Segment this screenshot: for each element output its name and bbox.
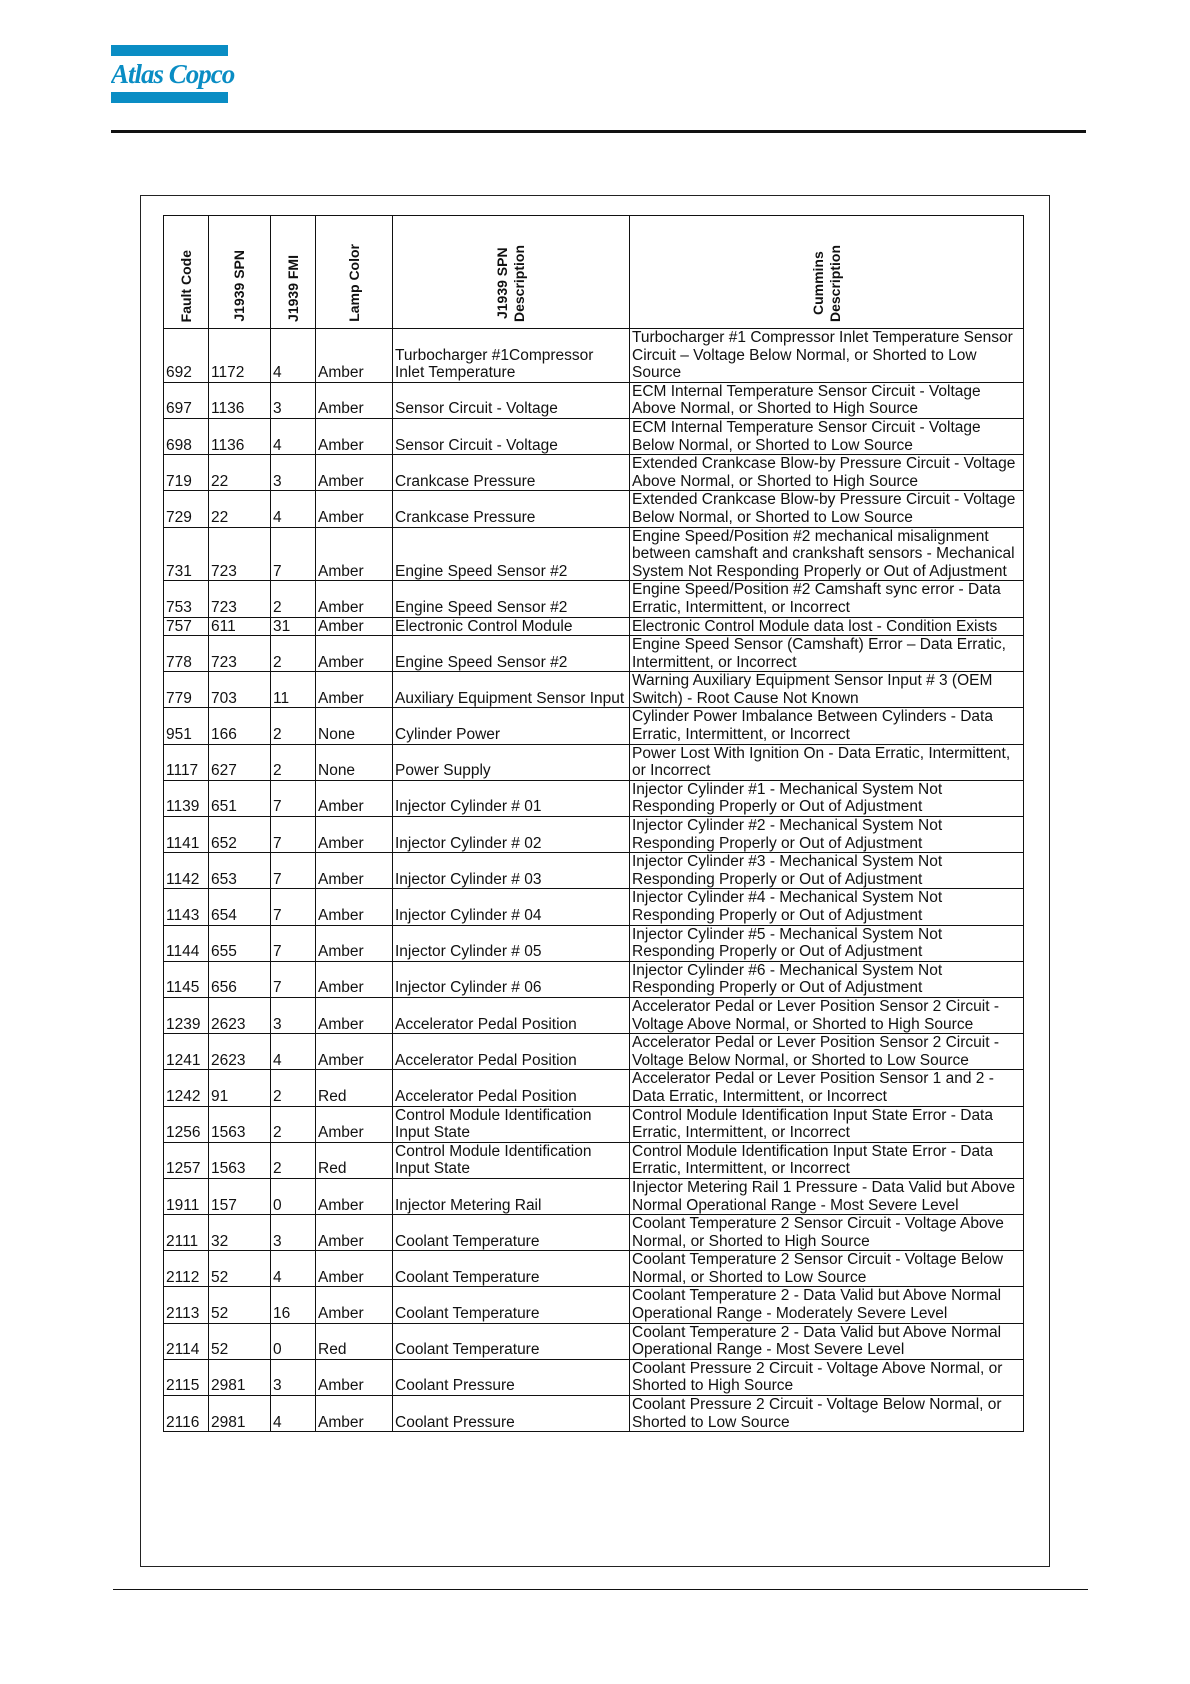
spn-cell: 1136 [209, 418, 271, 454]
fault-code-cell: 1143 [164, 889, 209, 925]
spn-cell: 723 [209, 581, 271, 617]
fault-code-cell: 1241 [164, 1034, 209, 1070]
table-row [164, 997, 1024, 1033]
logo-bar-top [111, 45, 228, 56]
fault-code-cell: 2112 [164, 1251, 209, 1287]
table-row [164, 1323, 1024, 1359]
table-row [164, 1070, 1024, 1106]
fmi-cell: 16 [271, 1287, 316, 1323]
lamp-color-cell: Amber [316, 1251, 393, 1287]
fmi-cell: 7 [271, 780, 316, 816]
header-rule [111, 130, 1086, 133]
spn-description-cell: Coolant Pressure [393, 1359, 630, 1395]
spn-cell: 1136 [209, 382, 271, 418]
cummins-description-cell: Coolant Temperature 2 - Data Valid but Above Normal Operational Range - Moderately Severe Level [630, 1287, 1024, 1323]
table-row [164, 1215, 1024, 1251]
fault-code-cell: 1141 [164, 817, 209, 853]
spn-cell: 703 [209, 672, 271, 708]
cummins-description-cell: Injector Cylinder #4 - Mechanical System Not Responding Properly or Out of Adjustment [630, 889, 1024, 925]
fmi-cell: 2 [271, 1142, 316, 1178]
spn-cell: 627 [209, 744, 271, 780]
spn-description-cell: Electronic Control Module [393, 617, 630, 636]
spn-cell: 2623 [209, 997, 271, 1033]
lamp-color-cell: Amber [316, 1287, 393, 1323]
fmi-cell: 4 [271, 1251, 316, 1287]
spn-cell: 652 [209, 817, 271, 853]
fault-code-cell: 698 [164, 418, 209, 454]
spn-cell: 651 [209, 780, 271, 816]
spn-cell: 32 [209, 1215, 271, 1251]
spn-cell: 1563 [209, 1106, 271, 1142]
fmi-cell: 0 [271, 1178, 316, 1214]
spn-description-cell: Auxiliary Equipment Sensor Input [393, 672, 630, 708]
fmi-cell: 3 [271, 997, 316, 1033]
table-row [164, 1396, 1024, 1432]
fmi-cell: 7 [271, 853, 316, 889]
cummins-description-cell: Accelerator Pedal or Lever Position Sensor 2 Circuit - Voltage Above Normal, or Shorted to High Source [630, 997, 1024, 1033]
lamp-color-cell: Amber [316, 329, 393, 383]
fault-code-cell: 2116 [164, 1396, 209, 1432]
header-j1939-spn: J1939 SPN [209, 216, 271, 329]
fmi-cell: 2 [271, 708, 316, 744]
table-row [164, 889, 1024, 925]
fmi-cell: 31 [271, 617, 316, 636]
spn-cell: 654 [209, 889, 271, 925]
fmi-cell: 2 [271, 636, 316, 672]
fmi-cell: 7 [271, 889, 316, 925]
spn-description-cell: Sensor Circuit - Voltage [393, 382, 630, 418]
table-row [164, 853, 1024, 889]
lamp-color-cell: Amber [316, 527, 393, 581]
spn-description-cell: Control Module Identification Input State [393, 1142, 630, 1178]
cummins-description-cell: Coolant Temperature 2 Sensor Circuit - Voltage Above Normal, or Shorted to High Source [630, 1215, 1024, 1251]
table-row [164, 1287, 1024, 1323]
table-row [164, 527, 1024, 581]
cummins-description-cell: Coolant Pressure 2 Circuit - Voltage Above Normal, or Shorted to High Source [630, 1359, 1024, 1395]
cummins-description-cell: ECM Internal Temperature Sensor Circuit - Voltage Above Normal, or Shorted to High Source [630, 382, 1024, 418]
cummins-description-cell: Electronic Control Module data lost - Condition Exists [630, 617, 1024, 636]
fmi-cell: 11 [271, 672, 316, 708]
fmi-cell: 4 [271, 1396, 316, 1432]
spn-description-cell: Engine Speed Sensor #2 [393, 636, 630, 672]
spn-cell: 52 [209, 1323, 271, 1359]
spn-description-cell: Injector Cylinder # 04 [393, 889, 630, 925]
fault-code-cell: 1144 [164, 925, 209, 961]
lamp-color-cell: Amber [316, 1034, 393, 1070]
spn-cell: 166 [209, 708, 271, 744]
spn-description-cell: Injector Cylinder # 03 [393, 853, 630, 889]
lamp-color-cell: Amber [316, 925, 393, 961]
fault-code-cell: 719 [164, 455, 209, 491]
cummins-description-cell: Injector Metering Rail 1 Pressure - Data Valid but Above Normal Operational Range - Most Severe Level [630, 1178, 1024, 1214]
table-row [164, 672, 1024, 708]
lamp-color-cell: Amber [316, 672, 393, 708]
lamp-color-cell: Amber [316, 1359, 393, 1395]
logo-wordmark: Atlas Copco [111, 59, 235, 89]
spn-cell: 52 [209, 1251, 271, 1287]
spn-description-cell: Injector Cylinder # 02 [393, 817, 630, 853]
fault-code-table [163, 215, 1024, 1432]
spn-description-cell: Injector Cylinder # 05 [393, 925, 630, 961]
lamp-color-cell: Amber [316, 636, 393, 672]
fmi-cell: 3 [271, 1215, 316, 1251]
fmi-cell: 3 [271, 382, 316, 418]
spn-description-cell: Accelerator Pedal Position [393, 1034, 630, 1070]
table-header-row [164, 216, 1024, 329]
cummins-description-cell: Warning Auxiliary Equipment Sensor Input # 3 (OEM Switch) - Root Cause Not Known [630, 672, 1024, 708]
spn-cell: 22 [209, 491, 271, 527]
table-row [164, 961, 1024, 997]
lamp-color-cell: Amber [316, 491, 393, 527]
cummins-description-cell: Coolant Temperature 2 - Data Valid but Above Normal Operational Range - Most Severe Level [630, 1323, 1024, 1359]
cummins-description-cell: Coolant Temperature 2 Sensor Circuit - Voltage Below Normal, or Shorted to Low Source [630, 1251, 1024, 1287]
table-row [164, 491, 1024, 527]
spn-cell: 2981 [209, 1396, 271, 1432]
cummins-description-cell: Extended Crankcase Blow-by Pressure Circuit - Voltage Below Normal, or Shorted to Low Source [630, 491, 1024, 527]
lamp-color-cell: Amber [316, 1178, 393, 1214]
fault-code-cell: 2111 [164, 1215, 209, 1251]
cummins-description-cell: Accelerator Pedal or Lever Position Sensor 1 and 2 - Data Erratic, Intermittent, or Incorrect [630, 1070, 1024, 1106]
spn-description-cell: Coolant Temperature [393, 1323, 630, 1359]
table-row [164, 1142, 1024, 1178]
spn-cell: 655 [209, 925, 271, 961]
fmi-cell: 7 [271, 925, 316, 961]
header-fault-code: Fault Code [164, 216, 209, 329]
fault-code-cell: 2114 [164, 1323, 209, 1359]
fault-code-cell: 1145 [164, 961, 209, 997]
spn-description-cell: Crankcase Pressure [393, 455, 630, 491]
spn-description-cell: Crankcase Pressure [393, 491, 630, 527]
spn-cell: 1172 [209, 329, 271, 383]
header-j1939-fmi: J1939 FMI [271, 216, 316, 329]
fault-code-cell: 2115 [164, 1359, 209, 1395]
lamp-color-cell: Amber [316, 581, 393, 617]
lamp-color-cell: Amber [316, 961, 393, 997]
fault-code-cell: 1911 [164, 1178, 209, 1214]
fmi-cell: 4 [271, 418, 316, 454]
spn-description-cell: Injector Cylinder # 01 [393, 780, 630, 816]
cummins-description-cell: Engine Speed Sensor (Camshaft) Error – Data Erratic, Intermittent, or Incorrect [630, 636, 1024, 672]
fmi-cell: 0 [271, 1323, 316, 1359]
cummins-description-cell: Power Lost With Ignition On - Data Erratic, Intermittent, or Incorrect [630, 744, 1024, 780]
table-row [164, 817, 1024, 853]
lamp-color-cell: Amber [316, 1215, 393, 1251]
fault-code-cell: 779 [164, 672, 209, 708]
spn-cell: 157 [209, 1178, 271, 1214]
spn-description-cell: Coolant Pressure [393, 1396, 630, 1432]
cummins-description-cell: Coolant Pressure 2 Circuit - Voltage Below Normal, or Shorted to Low Source [630, 1396, 1024, 1432]
spn-description-cell: Turbocharger #1Compressor Inlet Temperature [393, 329, 630, 383]
table-row [164, 1106, 1024, 1142]
fault-code-cell: 1142 [164, 853, 209, 889]
fmi-cell: 4 [271, 1034, 316, 1070]
spn-description-cell: Injector Cylinder # 06 [393, 961, 630, 997]
table-row [164, 1178, 1024, 1214]
table-row [164, 455, 1024, 491]
header-cummins-description: Cummins Description [630, 216, 1024, 329]
fault-code-cell: 1242 [164, 1070, 209, 1106]
fmi-cell: 4 [271, 491, 316, 527]
lamp-color-cell: Amber [316, 1106, 393, 1142]
lamp-color-cell: None [316, 708, 393, 744]
atlas-copco-logo [111, 45, 235, 103]
cummins-description-cell: Cylinder Power Imbalance Between Cylinders - Data Erratic, Intermittent, or Incorrect [630, 708, 1024, 744]
spn-cell: 1563 [209, 1142, 271, 1178]
cummins-description-cell: Engine Speed/Position #2 mechanical misalignment between camshaft and crankshaft sensors - Mechanical System Not Responding Properly or Out of Adjustment [630, 527, 1024, 581]
fault-code-cell: 692 [164, 329, 209, 383]
cummins-description-cell: Control Module Identification Input State Error - Data Erratic, Intermittent, or Incorrect [630, 1106, 1024, 1142]
cummins-description-cell: Injector Cylinder #6 - Mechanical System Not Responding Properly or Out of Adjustment [630, 961, 1024, 997]
cummins-description-cell: Injector Cylinder #5 - Mechanical System Not Responding Properly or Out of Adjustment [630, 925, 1024, 961]
fmi-cell: 7 [271, 817, 316, 853]
table-row [164, 329, 1024, 383]
table-row [164, 617, 1024, 636]
spn-description-cell: Injector Metering Rail [393, 1178, 630, 1214]
table-row [164, 418, 1024, 454]
fault-code-cell: 2113 [164, 1287, 209, 1323]
fmi-cell: 2 [271, 581, 316, 617]
fmi-cell: 3 [271, 1359, 316, 1395]
spn-description-cell: Accelerator Pedal Position [393, 997, 630, 1033]
spn-cell: 656 [209, 961, 271, 997]
fmi-cell: 2 [271, 1070, 316, 1106]
spn-cell: 2981 [209, 1359, 271, 1395]
fault-code-cell: 1256 [164, 1106, 209, 1142]
cummins-description-cell: Accelerator Pedal or Lever Position Sensor 2 Circuit - Voltage Below Normal, or Shorted to Low Source [630, 1034, 1024, 1070]
fault-code-cell: 1257 [164, 1142, 209, 1178]
spn-description-cell: Coolant Temperature [393, 1215, 630, 1251]
table-row [164, 925, 1024, 961]
lamp-color-cell: None [316, 744, 393, 780]
logo-bar-bottom [111, 92, 228, 103]
spn-description-cell: Sensor Circuit - Voltage [393, 418, 630, 454]
header-spn-description: J1939 SPN Description [393, 216, 630, 329]
fault-code-cell: 753 [164, 581, 209, 617]
spn-description-cell: Engine Speed Sensor #2 [393, 527, 630, 581]
table-row [164, 744, 1024, 780]
fault-code-cell: 1239 [164, 997, 209, 1033]
spn-description-cell: Cylinder Power [393, 708, 630, 744]
cummins-description-cell: ECM Internal Temperature Sensor Circuit - Voltage Below Normal, or Shorted to Low Source [630, 418, 1024, 454]
table-row [164, 636, 1024, 672]
table-row [164, 581, 1024, 617]
spn-description-cell: Coolant Temperature [393, 1251, 630, 1287]
fault-code-cell: 729 [164, 491, 209, 527]
spn-cell: 723 [209, 636, 271, 672]
spn-cell: 91 [209, 1070, 271, 1106]
cummins-description-cell: Injector Cylinder #1 - Mechanical System Not Responding Properly or Out of Adjustment [630, 780, 1024, 816]
fmi-cell: 2 [271, 744, 316, 780]
fault-code-cell: 757 [164, 617, 209, 636]
lamp-color-cell: Red [316, 1323, 393, 1359]
spn-cell: 653 [209, 853, 271, 889]
table-row [164, 382, 1024, 418]
lamp-color-cell: Amber [316, 889, 393, 925]
spn-description-cell: Control Module Identification Input State [393, 1106, 630, 1142]
table-row [164, 780, 1024, 816]
footer-rule [113, 1589, 1088, 1590]
fault-code-cell: 778 [164, 636, 209, 672]
fmi-cell: 3 [271, 455, 316, 491]
lamp-color-cell: Red [316, 1070, 393, 1106]
cummins-description-cell: Turbocharger #1 Compressor Inlet Temperature Sensor Circuit – Voltage Below Normal, or Shorted to Low Source [630, 329, 1024, 383]
table-row [164, 1251, 1024, 1287]
spn-cell: 723 [209, 527, 271, 581]
spn-description-cell: Engine Speed Sensor #2 [393, 581, 630, 617]
lamp-color-cell: Amber [316, 617, 393, 636]
cummins-description-cell: Extended Crankcase Blow-by Pressure Circuit - Voltage Above Normal, or Shorted to High Source [630, 455, 1024, 491]
table-row [164, 708, 1024, 744]
fault-code-cell: 1139 [164, 780, 209, 816]
spn-description-cell: Power Supply [393, 744, 630, 780]
fmi-cell: 2 [271, 1106, 316, 1142]
lamp-color-cell: Amber [316, 455, 393, 491]
fault-code-cell: 731 [164, 527, 209, 581]
fault-code-cell: 697 [164, 382, 209, 418]
spn-description-cell: Accelerator Pedal Position [393, 1070, 630, 1106]
header-lamp-color: Lamp Color [316, 216, 393, 329]
lamp-color-cell: Amber [316, 418, 393, 454]
spn-cell: 52 [209, 1287, 271, 1323]
lamp-color-cell: Red [316, 1142, 393, 1178]
table-row [164, 1359, 1024, 1395]
cummins-description-cell: Injector Cylinder #3 - Mechanical System Not Responding Properly or Out of Adjustment [630, 853, 1024, 889]
table-body [164, 329, 1024, 1432]
lamp-color-cell: Amber [316, 382, 393, 418]
spn-cell: 611 [209, 617, 271, 636]
fault-code-cell: 1117 [164, 744, 209, 780]
cummins-description-cell: Control Module Identification Input State Error - Data Erratic, Intermittent, or Incorrect [630, 1142, 1024, 1178]
lamp-color-cell: Amber [316, 997, 393, 1033]
lamp-color-cell: Amber [316, 817, 393, 853]
cummins-description-cell: Injector Cylinder #2 - Mechanical System Not Responding Properly or Out of Adjustment [630, 817, 1024, 853]
fault-code-cell: 951 [164, 708, 209, 744]
spn-cell: 22 [209, 455, 271, 491]
lamp-color-cell: Amber [316, 1396, 393, 1432]
fmi-cell: 4 [271, 329, 316, 383]
lamp-color-cell: Amber [316, 853, 393, 889]
fmi-cell: 7 [271, 527, 316, 581]
cummins-description-cell: Engine Speed/Position #2 Camshaft sync error - Data Erratic, Intermittent, or Incorrect [630, 581, 1024, 617]
lamp-color-cell: Amber [316, 780, 393, 816]
spn-description-cell: Coolant Temperature [393, 1287, 630, 1323]
spn-cell: 2623 [209, 1034, 271, 1070]
fmi-cell: 7 [271, 961, 316, 997]
table-row [164, 1034, 1024, 1070]
